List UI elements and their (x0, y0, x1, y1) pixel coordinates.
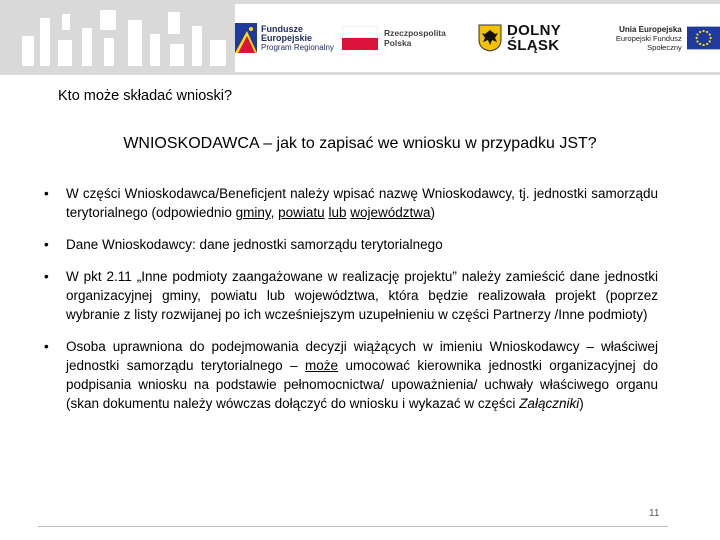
rzeczpospolita-logo (342, 4, 446, 72)
slide-title: WNIOSKODAWCA – jak to zapisać we wniosku w przypadku JST? (123, 135, 597, 152)
bullet-item-2 (38, 235, 658, 254)
fundusze-europejskie-logo (235, 4, 334, 72)
bullet-item-1 (38, 184, 658, 222)
dolny-slask-line2: ŚLĄSK (507, 37, 560, 54)
bullet4-end: ) (579, 396, 584, 411)
eagle-crest-icon (478, 24, 502, 52)
bullet2-text: Dane Wnioskodawcy: dane jednostki samorządu terytorialnego (66, 237, 443, 252)
lub-underlined: lub (328, 205, 347, 220)
fundusze-line1: Fundusze (261, 23, 303, 34)
rzeczpospolita-line1: Rzeczpospolita (384, 28, 446, 38)
decorative-blocks-graphic (0, 0, 240, 75)
zalaczniki-italic: Załączniki (519, 396, 580, 411)
rzeczpospolita-line2: Polska (384, 38, 412, 48)
eu-flag-icon (687, 25, 720, 51)
unia-europejska-logo (592, 4, 720, 72)
wojewodztwa-underlined: województwa (350, 205, 431, 220)
dolny-slask-logo (478, 4, 561, 72)
bullet1-sep1: , (270, 205, 279, 220)
dolny-slask-line1: DOLNY (507, 22, 561, 39)
bullet-item-3 (38, 267, 658, 324)
logo-strip (235, 4, 720, 72)
bullet3-text: W pkt 2.11 „Inne podmioty zaangażowane w realizację projektu” należy zamieścić dane jednostki organizacyjnej gminy, powiatu lub województwa, która będzie realizowała projekt (poprzez wybranie z listy rozwijanej po ich wcześniejszym uzupełnieniu w części Partnerzy /Inne podmioty) (66, 269, 658, 322)
powiatu-underlined: powiatu (278, 205, 325, 220)
slide-question: Kto może składać wnioski? (58, 88, 233, 104)
bullet1-text: W części Wnioskodawca/Beneficjent należy wpisać nazwę Wnioskodawcy, tj. jednostki samorządu terytorialnego (odpowiednio (66, 186, 658, 220)
moze-underlined: może (305, 358, 339, 373)
polish-flag-icon (342, 26, 378, 50)
bullet4-text-b: umocować kierownika jednostki organizacyjnej do podpisania wniosku na podstawie pełnomocnictwa/ upoważnienia/ uchwały właściwego organu (skan dokumentu należy wówczas dołączyć do wniosku i wykazać w części (66, 358, 659, 411)
unia-line1: Unia Europejska (619, 24, 682, 34)
unia-line2: Europejski Fundusz Społeczny (615, 33, 682, 52)
bottom-divider (38, 526, 668, 527)
bullet-list (38, 184, 658, 426)
header-band (0, 0, 720, 75)
bullet1-end: ) (430, 205, 436, 220)
bullet-item-4 (38, 337, 658, 413)
page-number: 11 (649, 508, 660, 519)
fundusze-line3: Program Regionalny (261, 42, 334, 52)
fundusze-line2: Europejskie (261, 32, 313, 43)
bullet4-text: Osoba uprawniona do podejmowania decyzji wiążących w imieniu Wnioskodawcy – właściwej jednostki samorządu terytorialnego – (66, 339, 658, 373)
gminy-underlined: gminy (235, 205, 271, 220)
fundusze-europejskie-emblem-icon (235, 23, 257, 53)
